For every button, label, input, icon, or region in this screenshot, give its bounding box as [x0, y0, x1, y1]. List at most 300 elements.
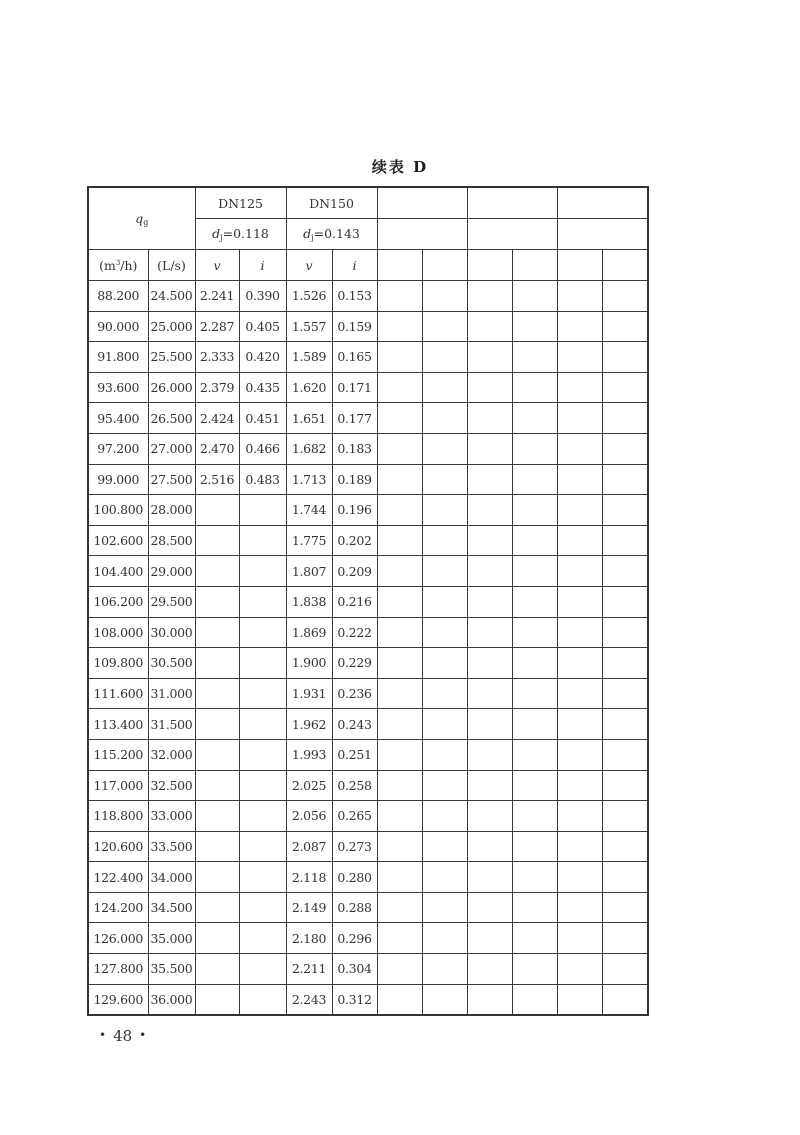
header-empty — [557, 187, 648, 219]
cell-empty — [422, 678, 467, 709]
cell-v-dn150: 2.056 — [286, 801, 332, 832]
cell-v-dn125 — [195, 495, 239, 526]
cell-empty — [467, 586, 512, 617]
cell-i-dn150: 0.296 — [332, 923, 377, 954]
cell-i-dn150: 0.216 — [332, 586, 377, 617]
cell-v-dn125 — [195, 862, 239, 893]
cell-flow-m3h: 113.400 — [88, 709, 148, 740]
cell-v-dn150: 1.589 — [286, 342, 332, 373]
cell-empty — [602, 739, 648, 770]
cell-empty — [602, 403, 648, 434]
cell-v-dn125: 2.333 — [195, 342, 239, 373]
cell-v-dn150: 1.838 — [286, 586, 332, 617]
cell-i-dn125 — [239, 648, 286, 679]
cell-empty — [467, 372, 512, 403]
cell-empty — [512, 862, 557, 893]
col-i-dn150: i — [332, 250, 377, 281]
cell-i-dn150: 0.304 — [332, 954, 377, 985]
cell-v-dn125 — [195, 770, 239, 801]
table-row — [88, 648, 648, 679]
cell-flow-m3h: 100.800 — [88, 495, 148, 526]
cell-flow-m3h: 97.200 — [88, 433, 148, 464]
cell-i-dn150: 0.177 — [332, 403, 377, 434]
header-empty — [467, 187, 557, 219]
cell-flow-ls: 36.000 — [148, 984, 195, 1015]
cell-empty — [557, 770, 602, 801]
cell-empty — [377, 342, 422, 373]
cell-empty — [512, 464, 557, 495]
cell-empty — [557, 923, 602, 954]
cell-empty — [467, 495, 512, 526]
cell-empty — [602, 831, 648, 862]
cell-i-dn125: 0.390 — [239, 281, 286, 312]
cell-i-dn125 — [239, 892, 286, 923]
cell-empty — [467, 709, 512, 740]
cell-flow-m3h: 126.000 — [88, 923, 148, 954]
unit-m3h-pre: (m — [99, 257, 116, 273]
cell-flow-ls: 34.500 — [148, 892, 195, 923]
cell-empty — [422, 923, 467, 954]
table-title: 续表 D — [371, 158, 429, 176]
cell-flow-ls: 31.000 — [148, 678, 195, 709]
cell-empty — [557, 372, 602, 403]
header-flow-symbol — [88, 187, 195, 250]
cell-flow-ls: 29.500 — [148, 586, 195, 617]
cell-empty — [602, 862, 648, 893]
cell-v-dn125 — [195, 709, 239, 740]
cell-flow-ls: 33.000 — [148, 801, 195, 832]
cell-flow-m3h: 93.600 — [88, 372, 148, 403]
cell-flow-m3h: 99.000 — [88, 464, 148, 495]
cell-empty — [377, 892, 422, 923]
cell-empty — [377, 464, 422, 495]
cell-i-dn125 — [239, 739, 286, 770]
cell-flow-m3h: 90.000 — [88, 311, 148, 342]
cell-empty — [467, 556, 512, 587]
cell-empty — [557, 525, 602, 556]
cell-empty — [377, 801, 422, 832]
cell-empty — [512, 648, 557, 679]
cell-empty — [602, 311, 648, 342]
cell-v-dn125 — [195, 739, 239, 770]
cell-empty — [377, 770, 422, 801]
cell-empty — [557, 984, 602, 1015]
cell-empty — [467, 892, 512, 923]
cell-v-dn125: 2.424 — [195, 403, 239, 434]
cell-empty — [602, 281, 648, 312]
cell-empty — [602, 709, 648, 740]
cell-empty — [467, 862, 512, 893]
cell-empty — [422, 281, 467, 312]
cell-empty — [422, 892, 467, 923]
cell-empty — [377, 831, 422, 862]
header-empty — [467, 250, 512, 281]
cell-v-dn125 — [195, 648, 239, 679]
cell-empty — [557, 433, 602, 464]
table-row — [88, 770, 648, 801]
q-subscript: g — [143, 217, 149, 227]
cell-empty — [602, 984, 648, 1015]
cell-flow-m3h: 117.000 — [88, 770, 148, 801]
cell-empty — [557, 495, 602, 526]
table-row — [88, 923, 648, 954]
cell-empty — [467, 801, 512, 832]
cell-empty — [557, 281, 602, 312]
cell-empty — [467, 617, 512, 648]
cell-flow-ls: 30.500 — [148, 648, 195, 679]
cell-empty — [377, 709, 422, 740]
cell-v-dn150: 2.243 — [286, 984, 332, 1015]
cell-empty — [377, 433, 422, 464]
cell-flow-ls: 32.500 — [148, 770, 195, 801]
cell-v-dn150: 2.211 — [286, 954, 332, 985]
unit-ls: (L/s) — [148, 250, 195, 281]
cell-i-dn125 — [239, 923, 286, 954]
cell-empty — [377, 556, 422, 587]
header-empty — [377, 250, 422, 281]
cell-empty — [512, 984, 557, 1015]
cell-flow-m3h: 127.800 — [88, 954, 148, 985]
cell-empty — [422, 311, 467, 342]
cell-i-dn150: 0.251 — [332, 739, 377, 770]
cell-empty — [557, 617, 602, 648]
cell-empty — [557, 831, 602, 862]
cell-empty — [377, 739, 422, 770]
table-row — [88, 495, 648, 526]
cell-empty — [422, 372, 467, 403]
cell-i-dn150: 0.196 — [332, 495, 377, 526]
table-row — [88, 678, 648, 709]
cell-v-dn125 — [195, 586, 239, 617]
table-row — [88, 403, 648, 434]
header-row-groups — [88, 187, 648, 219]
cell-empty — [467, 923, 512, 954]
cell-flow-ls: 25.000 — [148, 311, 195, 342]
cell-empty — [422, 801, 467, 832]
cell-v-dn150: 1.869 — [286, 617, 332, 648]
cell-v-dn150: 1.682 — [286, 433, 332, 464]
cell-empty — [557, 311, 602, 342]
cell-empty — [512, 281, 557, 312]
cell-empty — [602, 433, 648, 464]
cell-empty — [557, 739, 602, 770]
cell-empty — [557, 648, 602, 679]
cell-flow-ls: 30.000 — [148, 617, 195, 648]
cell-empty — [422, 342, 467, 373]
cell-empty — [467, 433, 512, 464]
cell-empty — [512, 556, 557, 587]
header-dn150: DN150 — [286, 187, 377, 219]
table-row — [88, 342, 648, 373]
cell-i-dn125 — [239, 586, 286, 617]
cell-empty — [377, 954, 422, 985]
header-empty — [557, 219, 648, 250]
cell-empty — [377, 495, 422, 526]
cell-v-dn125: 2.470 — [195, 433, 239, 464]
cell-empty — [422, 739, 467, 770]
q-symbol: q — [135, 210, 144, 226]
header-empty — [512, 250, 557, 281]
cell-empty — [422, 831, 467, 862]
cell-v-dn125 — [195, 954, 239, 985]
col-i-dn125: i — [239, 250, 286, 281]
cell-v-dn150: 1.931 — [286, 678, 332, 709]
cell-i-dn150: 0.280 — [332, 862, 377, 893]
cell-i-dn150: 0.171 — [332, 372, 377, 403]
cell-i-dn150: 0.202 — [332, 525, 377, 556]
cell-v-dn150: 1.620 — [286, 372, 332, 403]
cell-empty — [557, 464, 602, 495]
cell-flow-m3h: 115.200 — [88, 739, 148, 770]
page-dot-right: • — [139, 1028, 147, 1042]
cell-i-dn125 — [239, 862, 286, 893]
cell-empty — [602, 495, 648, 526]
cell-empty — [557, 586, 602, 617]
cell-empty — [422, 464, 467, 495]
header-dn125: DN125 — [195, 187, 286, 219]
cell-flow-ls: 26.000 — [148, 372, 195, 403]
cell-v-dn150: 1.807 — [286, 556, 332, 587]
cell-empty — [602, 954, 648, 985]
cell-flow-ls: 35.000 — [148, 923, 195, 954]
cell-empty — [422, 403, 467, 434]
cell-empty — [377, 648, 422, 679]
cell-empty — [467, 311, 512, 342]
cell-i-dn150: 0.222 — [332, 617, 377, 648]
cell-empty — [467, 648, 512, 679]
cell-v-dn150: 1.651 — [286, 403, 332, 434]
cell-empty — [512, 495, 557, 526]
cell-v-dn150: 1.900 — [286, 648, 332, 679]
cell-v-dn150: 1.713 — [286, 464, 332, 495]
cell-empty — [512, 525, 557, 556]
page-dot-left: • — [99, 1028, 107, 1042]
table-row — [88, 954, 648, 985]
cell-v-dn150: 2.087 — [286, 831, 332, 862]
cell-v-dn150: 2.180 — [286, 923, 332, 954]
cell-flow-ls: 27.000 — [148, 433, 195, 464]
cell-empty — [467, 281, 512, 312]
cell-empty — [422, 984, 467, 1015]
cell-i-dn125: 0.405 — [239, 311, 286, 342]
cell-empty — [377, 617, 422, 648]
cell-flow-m3h: 124.200 — [88, 892, 148, 923]
cell-empty — [467, 739, 512, 770]
dj-subscript: j — [311, 233, 314, 242]
cell-empty — [377, 984, 422, 1015]
cell-flow-ls: 35.500 — [148, 954, 195, 985]
cell-v-dn125 — [195, 678, 239, 709]
cell-flow-m3h: 102.600 — [88, 525, 148, 556]
table-row — [88, 801, 648, 832]
table-row — [88, 984, 648, 1015]
cell-flow-m3h: 118.800 — [88, 801, 148, 832]
col-v-dn125: v — [195, 250, 239, 281]
table-row — [88, 586, 648, 617]
table-row — [88, 464, 648, 495]
cell-empty — [467, 342, 512, 373]
cell-empty — [422, 556, 467, 587]
cell-flow-m3h: 122.400 — [88, 862, 148, 893]
cell-empty — [422, 495, 467, 526]
cell-empty — [467, 525, 512, 556]
cell-empty — [377, 372, 422, 403]
cell-empty — [512, 433, 557, 464]
cell-empty — [602, 556, 648, 587]
cell-flow-ls: 26.500 — [148, 403, 195, 434]
cell-empty — [377, 923, 422, 954]
cell-empty — [377, 862, 422, 893]
cell-v-dn125: 2.287 — [195, 311, 239, 342]
dj-label: d — [212, 226, 221, 241]
cell-i-dn125 — [239, 525, 286, 556]
cell-i-dn125 — [239, 770, 286, 801]
cell-empty — [377, 281, 422, 312]
cell-flow-m3h: 95.400 — [88, 403, 148, 434]
header-dj-dn125 — [195, 219, 286, 250]
col-v-dn150: v — [286, 250, 332, 281]
table-row — [88, 831, 648, 862]
cell-flow-m3h: 104.400 — [88, 556, 148, 587]
cell-empty — [467, 984, 512, 1015]
cell-v-dn150: 1.526 — [286, 281, 332, 312]
cell-v-dn150: 2.025 — [286, 770, 332, 801]
cell-empty — [512, 892, 557, 923]
cell-i-dn125: 0.435 — [239, 372, 286, 403]
cell-flow-m3h: 111.600 — [88, 678, 148, 709]
cell-v-dn125 — [195, 923, 239, 954]
cell-v-dn125 — [195, 831, 239, 862]
cell-empty — [512, 617, 557, 648]
cell-empty — [557, 403, 602, 434]
cell-v-dn125: 2.379 — [195, 372, 239, 403]
cell-v-dn125 — [195, 892, 239, 923]
cell-i-dn125 — [239, 954, 286, 985]
cell-empty — [557, 954, 602, 985]
table-row — [88, 311, 648, 342]
cell-flow-ls: 24.500 — [148, 281, 195, 312]
table-row — [88, 372, 648, 403]
cell-v-dn125: 2.516 — [195, 464, 239, 495]
cell-empty — [512, 403, 557, 434]
cell-empty — [467, 678, 512, 709]
cell-flow-m3h: 109.800 — [88, 648, 148, 679]
cell-empty — [512, 831, 557, 862]
cell-i-dn150: 0.153 — [332, 281, 377, 312]
cell-flow-m3h: 129.600 — [88, 984, 148, 1015]
cell-empty — [557, 801, 602, 832]
cell-empty — [602, 372, 648, 403]
cell-empty — [557, 862, 602, 893]
cell-empty — [422, 525, 467, 556]
cell-empty — [602, 586, 648, 617]
cell-i-dn150: 0.288 — [332, 892, 377, 923]
table-row — [88, 862, 648, 893]
cell-i-dn150: 0.159 — [332, 311, 377, 342]
table-row — [88, 525, 648, 556]
cell-empty — [512, 709, 557, 740]
cell-i-dn150: 0.209 — [332, 556, 377, 587]
cell-empty — [602, 648, 648, 679]
cell-empty — [557, 892, 602, 923]
cell-i-dn125 — [239, 709, 286, 740]
cell-i-dn150: 0.243 — [332, 709, 377, 740]
cell-i-dn150: 0.265 — [332, 801, 377, 832]
cell-v-dn150: 1.962 — [286, 709, 332, 740]
cell-i-dn125: 0.466 — [239, 433, 286, 464]
table-row — [88, 281, 648, 312]
cell-i-dn125: 0.483 — [239, 464, 286, 495]
dj-label: d — [303, 226, 312, 241]
cell-i-dn150: 0.183 — [332, 433, 377, 464]
header-empty — [377, 187, 467, 219]
cell-flow-ls: 29.000 — [148, 556, 195, 587]
cell-i-dn125: 0.420 — [239, 342, 286, 373]
cell-empty — [512, 586, 557, 617]
cell-empty — [512, 739, 557, 770]
cell-i-dn125 — [239, 984, 286, 1015]
cell-flow-ls: 32.000 — [148, 739, 195, 770]
unit-m3h — [88, 250, 148, 281]
cell-empty — [512, 770, 557, 801]
unit-m3h-sup: 3 — [115, 258, 121, 267]
cell-flow-m3h: 120.600 — [88, 831, 148, 862]
cell-flow-ls: 31.500 — [148, 709, 195, 740]
table-row — [88, 739, 648, 770]
cell-flow-ls: 34.000 — [148, 862, 195, 893]
cell-empty — [602, 464, 648, 495]
page-number — [92, 1027, 153, 1045]
cell-empty — [377, 586, 422, 617]
cell-empty — [422, 648, 467, 679]
cell-i-dn150: 0.273 — [332, 831, 377, 862]
cell-empty — [557, 678, 602, 709]
cell-empty — [602, 892, 648, 923]
cell-i-dn150: 0.312 — [332, 984, 377, 1015]
table-row — [88, 892, 648, 923]
cell-flow-ls: 28.500 — [148, 525, 195, 556]
cell-i-dn150: 0.229 — [332, 648, 377, 679]
header-empty — [602, 250, 648, 281]
dj-value: =0.118 — [222, 226, 269, 241]
cell-empty — [467, 770, 512, 801]
header-dj-dn150 — [286, 219, 377, 250]
header-empty — [377, 219, 467, 250]
cell-i-dn125 — [239, 556, 286, 587]
cell-empty — [377, 678, 422, 709]
table-row — [88, 556, 648, 587]
cell-v-dn150: 1.744 — [286, 495, 332, 526]
cell-empty — [467, 464, 512, 495]
dj-value: =0.143 — [313, 226, 360, 241]
cell-flow-ls: 25.500 — [148, 342, 195, 373]
cell-empty — [557, 709, 602, 740]
cell-empty — [422, 862, 467, 893]
cell-empty — [467, 831, 512, 862]
cell-flow-ls: 28.000 — [148, 495, 195, 526]
header-empty — [422, 250, 467, 281]
cell-empty — [377, 311, 422, 342]
cell-v-dn150: 1.775 — [286, 525, 332, 556]
cell-empty — [602, 342, 648, 373]
hydraulic-table — [87, 186, 649, 1016]
cell-empty — [512, 801, 557, 832]
cell-empty — [602, 801, 648, 832]
cell-flow-m3h: 91.800 — [88, 342, 148, 373]
cell-v-dn150: 2.118 — [286, 862, 332, 893]
cell-empty — [557, 342, 602, 373]
header-empty — [557, 250, 602, 281]
